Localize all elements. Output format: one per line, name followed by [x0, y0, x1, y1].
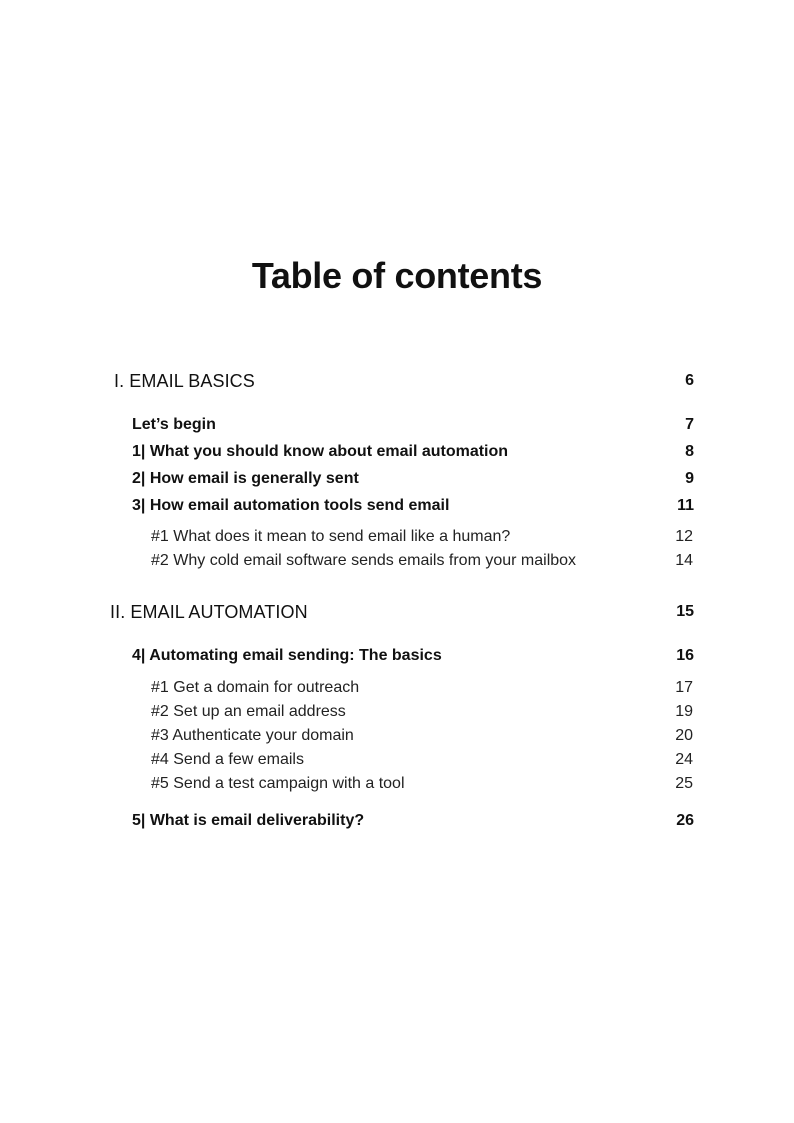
- toc-sub-label: #2 Why cold email software sends emails from your mailbox: [151, 552, 577, 569]
- toc-chapter-label: 4| Automating email sending: The basics: [132, 647, 442, 664]
- toc-page-number: 17: [675, 679, 693, 696]
- toc-sub-row: [0, 549, 794, 573]
- toc-sub-label: #1 Get a domain for outreach: [151, 679, 360, 696]
- toc-part-row: [0, 369, 794, 393]
- toc-page-number: 15: [676, 603, 694, 620]
- toc-sub-label: #4 Send a few emails: [151, 751, 304, 768]
- toc-part-label: II. EMAIL AUTOMATION: [110, 602, 308, 622]
- toc-sub-label: #2 Set up an email address: [151, 703, 346, 720]
- toc-chapter-row: [0, 809, 794, 833]
- toc-chapter-label: 5| What is email deliverability?: [132, 812, 365, 829]
- toc-sub-row: [0, 676, 794, 700]
- toc-sub-row: [0, 772, 794, 796]
- toc-part-label: I. EMAIL BASICS: [114, 371, 255, 391]
- toc-page-number: 8: [685, 443, 694, 460]
- toc-page-number: 24: [675, 751, 693, 768]
- toc-chapter-label: 1| What you should know about email automation: [132, 443, 509, 460]
- toc-page-number: 26: [676, 812, 694, 829]
- toc-chapter-label: 3| How email automation tools send email: [132, 497, 450, 514]
- toc-page-number: 20: [675, 727, 693, 744]
- toc-page-number: 7: [685, 416, 694, 433]
- toc-page-number: 6: [685, 372, 694, 389]
- toc-sub-label: #1 What does it mean to send email like a human?: [151, 528, 511, 545]
- toc-page-number: 14: [675, 552, 693, 569]
- toc-page-number: 12: [675, 528, 693, 545]
- toc-sub-row: [0, 748, 794, 772]
- toc-sub-row: [0, 700, 794, 724]
- page-title: Table of contents: [251, 255, 543, 296]
- toc-chapter-label: 2| How email is generally sent: [132, 470, 359, 487]
- toc-chapter-row: [0, 467, 794, 491]
- toc-sub-label: #5 Send a test campaign with a tool: [151, 775, 405, 792]
- toc-chapter-row: [0, 494, 794, 518]
- toc-page-number: 9: [685, 470, 694, 487]
- toc-sub-label: #3 Authenticate your domain: [151, 727, 354, 744]
- toc-chapter-row: [0, 440, 794, 464]
- toc-page-number: 16: [676, 647, 694, 664]
- toc-sub-row: [0, 724, 794, 748]
- toc-part-row: [0, 600, 794, 624]
- toc-sub-row: [0, 525, 794, 549]
- toc-chapter-row: [0, 644, 794, 668]
- toc-page-number: 19: [675, 703, 693, 720]
- toc-chapter-row: [0, 413, 794, 437]
- toc-chapter-label: Let’s begin: [132, 416, 216, 433]
- toc-page-number: 11: [677, 497, 694, 514]
- toc-page-number: 25: [675, 775, 693, 792]
